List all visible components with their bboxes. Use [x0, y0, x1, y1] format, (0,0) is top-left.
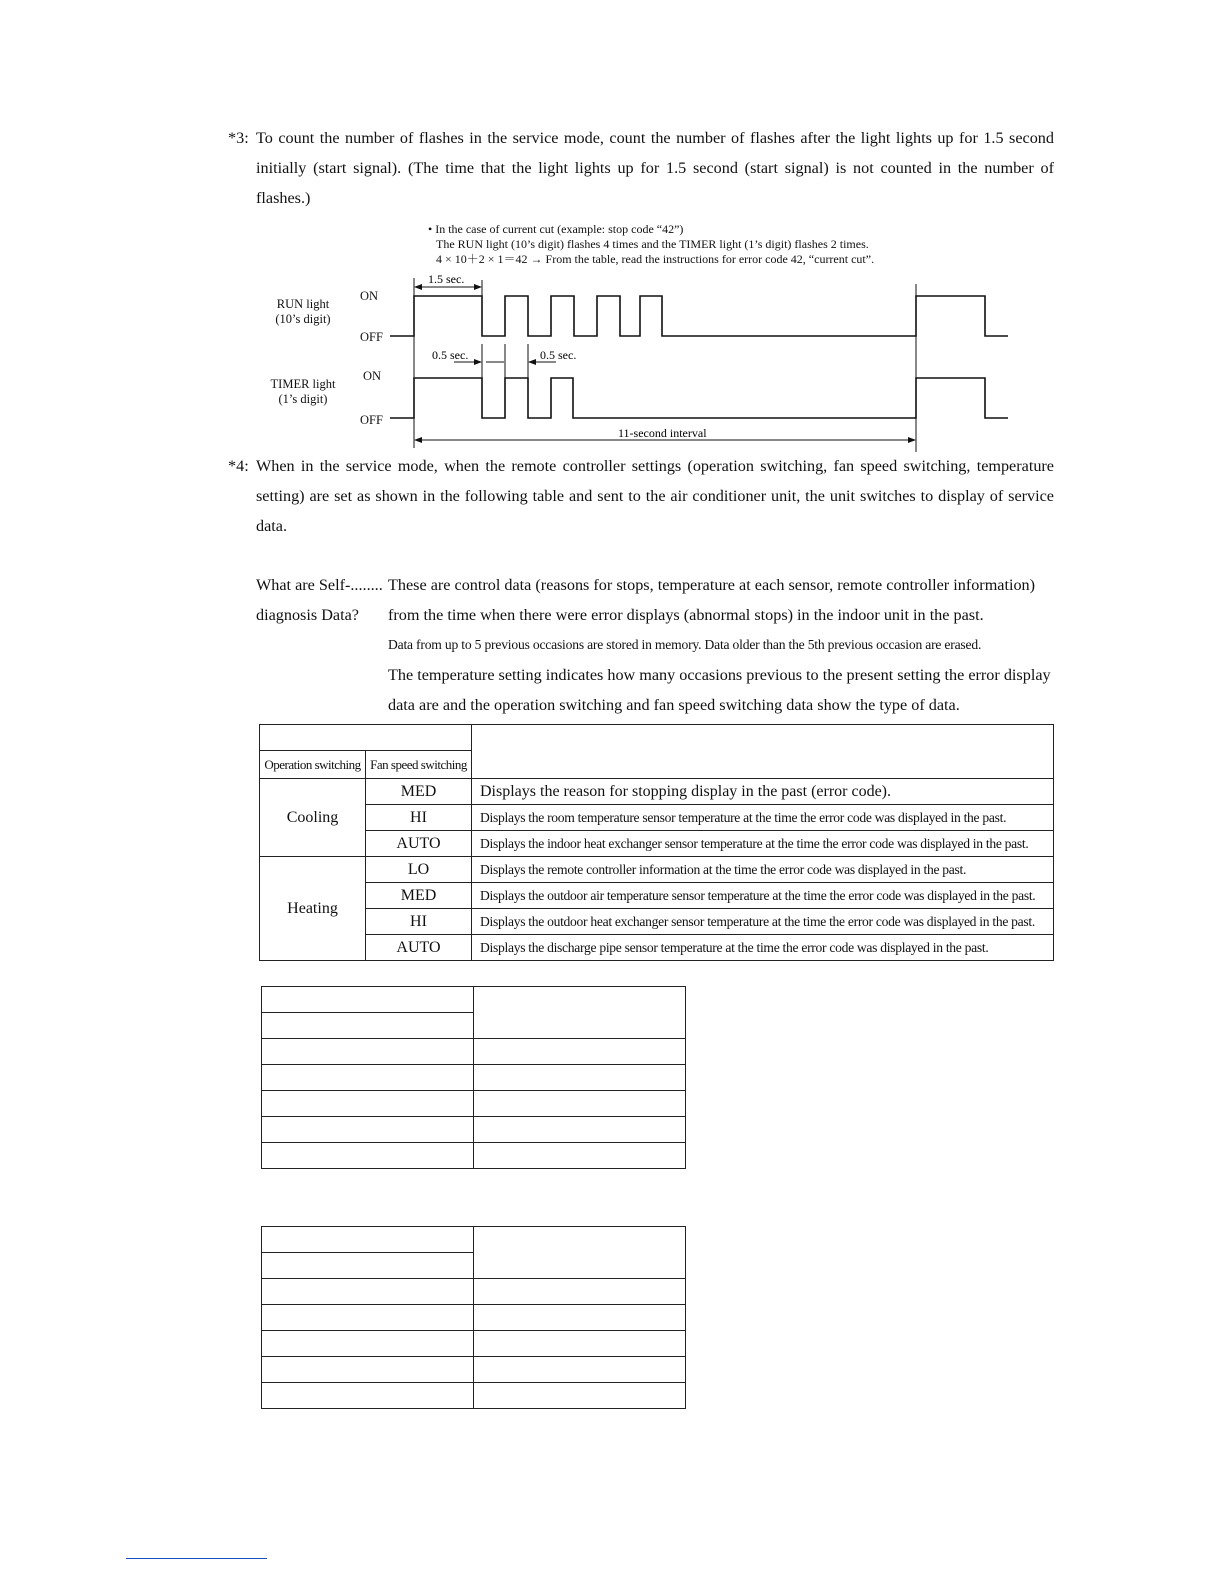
table-row [260, 831, 1054, 857]
empty-cell [262, 1117, 474, 1143]
empty-cell [474, 1357, 686, 1383]
empty-cell [474, 1143, 686, 1169]
empty-cell [474, 1065, 686, 1091]
empty-cell [262, 1013, 474, 1039]
table-row [260, 779, 1054, 805]
description-cell: Displays the indoor heat exchanger sensor temperature at the time the error code was displayed in the past. [472, 831, 1054, 857]
header-fan-speed-switching: Fan speed switching [366, 751, 472, 779]
start-pulse-label: 1.5 sec. [428, 272, 465, 286]
empty-cell [262, 1143, 474, 1169]
empty-cell [262, 1039, 474, 1065]
fan-speed-cell: MED [366, 779, 472, 805]
run-light-waveform [390, 296, 1008, 336]
description-cell: Displays the reason for stopping display in the past (error code). [472, 779, 1054, 805]
fan-speed-cell: LO [366, 857, 472, 883]
empty-cell [474, 1117, 686, 1143]
empty-cell [262, 1091, 474, 1117]
note-4-line: When in the service mode, when the remote controller settings (operation switching, fan speed switching, temperature [256, 457, 1054, 475]
empty-cell [262, 987, 474, 1013]
fan-speed-cell: AUTO [366, 935, 472, 961]
half-sec-label-right: 0.5 sec. [540, 348, 577, 362]
definition-line: These are control data (reasons for stops, temperature at each sensor, remote controller information) [388, 576, 1036, 594]
table-row [260, 857, 1054, 883]
table-row [260, 935, 1054, 961]
empty-cell [474, 1227, 686, 1279]
note-4-line: data. [256, 517, 288, 535]
term-leader: ........ [350, 576, 383, 594]
table-header-desc-blank [472, 725, 1054, 779]
caption-line: 4 × 10＋2 × 1＝42 → From the table, read the instructions for error code 42, “current cut”. [436, 252, 875, 266]
note-4-marker: *4: [228, 457, 249, 475]
empty-cell [474, 1279, 686, 1305]
empty-cell [262, 1331, 474, 1357]
empty-cell [262, 1253, 474, 1279]
note-3-marker: *3: [228, 129, 249, 147]
header-operation-switching: Operation switching [260, 751, 366, 779]
definition-line: data are and the operation switching and fan speed switching data show the type of data. [388, 696, 960, 714]
empty-cell [262, 1227, 474, 1253]
note-3-line: flashes.) [256, 189, 311, 207]
definition-line: Data from up to 5 previous occasions are stored in memory. Data older than the 5th previous occasion are erased. [388, 637, 982, 652]
self-diagnosis-term [256, 570, 383, 630]
mode-heating: Heating [260, 857, 366, 961]
run-off-label: OFF [360, 330, 383, 344]
description-cell: Displays the outdoor heat exchanger sensor temperature at the time the error code was displayed in the past. [472, 909, 1054, 935]
run-on-label: ON [360, 289, 379, 303]
self-diagnosis-definition [388, 570, 1054, 720]
note-3-line: initially (start signal). (The time that the light lights up for 1.5 second (start signal) is not counted in the number of [256, 159, 1054, 177]
empty-cell [474, 1331, 686, 1357]
timer-light-label-line: (1’s digit) [278, 392, 328, 406]
definition-line: The temperature setting indicates how many occasions previous to the present setting the error display [388, 666, 1051, 684]
interval-label: 11-second interval [618, 426, 707, 440]
table-row [260, 805, 1054, 831]
timer-off-label: OFF [360, 413, 383, 427]
run-light-label-line: RUN light [276, 297, 330, 311]
table-row [260, 909, 1054, 935]
timer-light-waveform [390, 378, 1008, 418]
note-4 [228, 451, 1054, 541]
description-cell: Displays the outdoor air temperature sensor temperature at the time the error code was displayed in the past. [472, 883, 1054, 909]
note-4-line: setting) are set as shown in the following table and sent to the air conditioner unit, the unit switches to display of service [256, 487, 1054, 505]
empty-cell [262, 1357, 474, 1383]
service-data-table [259, 724, 1054, 961]
empty-cell [474, 1091, 686, 1117]
term-line: What are Self- [256, 576, 351, 594]
empty-cell [262, 1065, 474, 1091]
empty-table-2 [261, 1226, 686, 1409]
footnote-separator [126, 1558, 267, 1559]
caption-line: • In the case of current cut (example: stop code “42”) [428, 222, 684, 236]
empty-cell [474, 1305, 686, 1331]
fan-speed-cell: HI [366, 805, 472, 831]
note-3-line: To count the number of flashes in the service mode, count the number of flashes after the light lights up for 1.5 second [256, 129, 1054, 147]
table-row [260, 883, 1054, 909]
fan-speed-cell: HI [366, 909, 472, 935]
empty-cell [474, 987, 686, 1039]
run-light-label-line: (10’s digit) [275, 312, 331, 326]
fan-speed-cell: MED [366, 883, 472, 909]
caption-line: The RUN light (10’s digit) flashes 4 times and the TIMER light (1’s digit) flashes 2 times. [436, 237, 869, 251]
timer-light-label-line: TIMER light [270, 377, 336, 391]
half-sec-label-left: 0.5 sec. [432, 348, 469, 362]
empty-cell [262, 1279, 474, 1305]
mode-cooling: Cooling [260, 779, 366, 857]
empty-cell [474, 1383, 686, 1409]
empty-table-1 [261, 986, 686, 1169]
fan-speed-cell: AUTO [366, 831, 472, 857]
description-cell: Displays the room temperature sensor temperature at the time the error code was displayed in the past. [472, 805, 1054, 831]
empty-cell [474, 1039, 686, 1065]
timing-diagram [0, 0, 1224, 460]
term-line: diagnosis Data? [256, 606, 359, 624]
definition-line: from the time when there were error displays (abnormal stops) in the indoor unit in the past. [388, 606, 984, 624]
empty-cell [262, 1383, 474, 1409]
empty-cell [262, 1305, 474, 1331]
description-cell: Displays the discharge pipe sensor temperature at the time the error code was displayed in the past. [472, 935, 1054, 961]
description-cell: Displays the remote controller information at the time the error code was displayed in the past. [472, 857, 1054, 883]
table-header-blank [260, 725, 472, 751]
timer-on-label: ON [363, 369, 382, 383]
